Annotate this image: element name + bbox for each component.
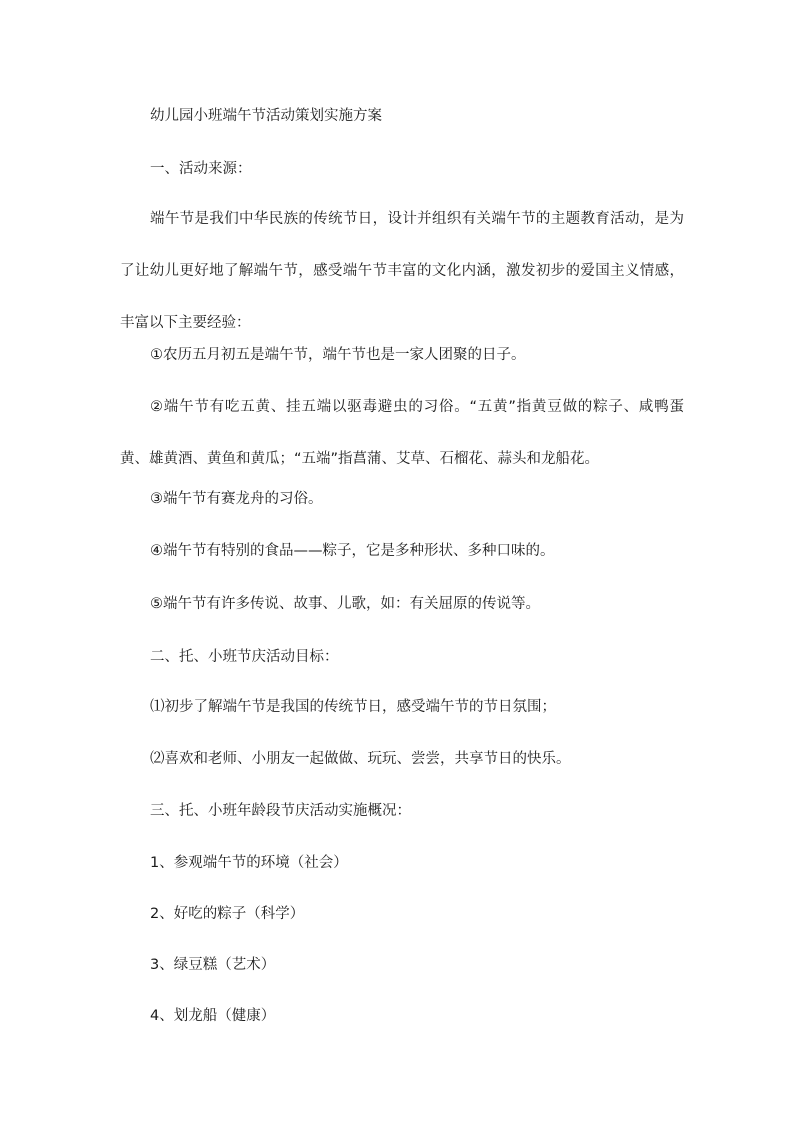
list-item: 1、参观端午节的环境（社会） — [150, 855, 348, 871]
list-item: 2、好吃的粽子（科学） — [150, 906, 305, 922]
section-heading: 一、活动来源： — [150, 161, 252, 177]
list-item: ④端午节有特别的食品——粽子，它是多种形状、多种口味的。 — [150, 543, 555, 559]
section-heading: 二、托、小班节庆活动目标： — [150, 649, 339, 665]
section-heading: 三、托、小班年龄段节庆活动实施概况： — [150, 803, 411, 819]
list-item: ⑴初步了解端午节是我国的传统节日，感受端午节的节日氛围； — [150, 699, 556, 715]
list-item: ①农历五月初五是端午节，端午节也是一家人团聚的日子。 — [150, 347, 526, 363]
list-item: ⑵喜欢和老师、小朋友一起做做、玩玩、尝尝，共享节日的快乐。 — [150, 751, 571, 767]
list-item: ⑤端午节有许多传说、故事、儿歌，如：有关屈原的传说等。 — [150, 596, 540, 612]
list-item: ②端午节有吃五黄、挂五端以驱毒避虫的习俗。“五黄”指黄豆做的粽子、咸鸭蛋黄、雄黄酒、黄鱼和黄瓜；“五端”指菖蒲、艾草、石榴花、蒜头和龙船花。 — [120, 399, 684, 467]
intro-paragraph: 端午节是我们中华民族的传统节日，设计并组织有关端午节的主题教育活动，是为了让幼儿更好地了解端午节，感受端午节丰富的文化内涵，激发初步的爱国主义情感，丰富以下主要经验： — [120, 211, 684, 331]
list-item: 3、绿豆糕（艺术） — [150, 957, 276, 973]
list-item: ③端午节有赛龙舟的习俗。 — [150, 491, 323, 507]
list-item: 4、划龙船（健康） — [150, 1008, 276, 1024]
document-title: 幼儿园小班端午节活动策划实施方案 — [150, 108, 382, 124]
